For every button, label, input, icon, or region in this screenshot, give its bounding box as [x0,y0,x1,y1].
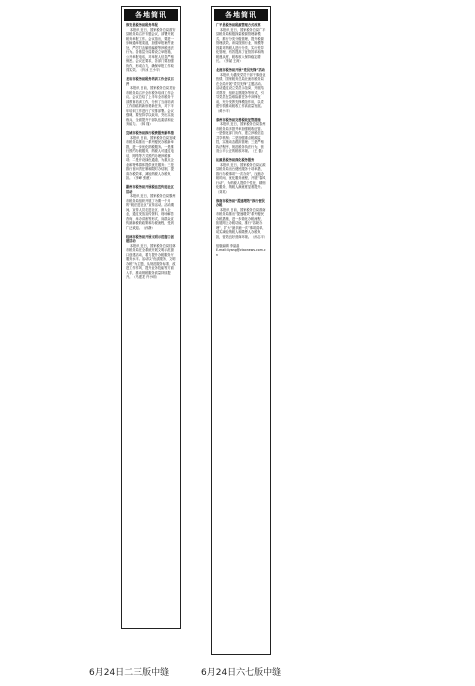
column-header: 各地简讯 [124,9,178,21]
news-title: 北流市税务局开展“党员先锋”活动 [216,68,265,72]
caption-right: 6月24日六七版中缝 [201,668,282,678]
news-item [126,185,176,230]
news-title: 淮南市税务局“提速增效”推行便民办税 [216,198,265,207]
caption-left: 6月24日二三版中缝 [89,668,170,678]
news-column-right [211,6,271,655]
news-title: 桂林市税务局开展文明示范窗口创建活动 [126,234,174,243]
news-item [216,199,266,240]
news-body: 本报讯 近日，国家税务总局霸州市税务局组织开展了为期一个月的“税法进社区”宣传活动。活动期间，宣传人员走进社区、深入企业，通过发放宣传资料、现场解答咨询、举办讲座等形式，向群众宣传最新税收政策和办税流程，受到广泛欢迎。（孙静） [126,194,176,230]
news-body: 本报讯 近日，国家税务总局淮安县税务局召开专题会议，部署开展税务举报工作。会议指出，要进一步畅通举报渠道，加强举报案件查处，严厉打击偷逃骗税等涉税违法行为。各基层分局要设立举报箱，公开举报电话，对举报人信息严格保密。会议还要求，各部门要加强协作，形成合力，确保举报工作取得实效。（肖冰 王小平） [126,27,176,72]
news-title: 广平县税务局税源管理方式改革 [216,23,261,27]
news-title: 沁源县税务局深化税务服务 [216,158,255,162]
news-column-left [121,6,181,629]
news-title: 霸州市税务局开展税法宣传进社区活动 [126,185,174,194]
column-text [212,21,270,257]
news-item [126,77,176,127]
news-body: 本报讯 为激发党员干部干事创业热情，国家税务总局北流市税务局在全局开展“党员先锋”主题活动。活动通过设立党员示范岗、开展结对帮扶、组织志愿服务等形式，引导党员在急难险重任务中冲锋在前，充分发挥先锋模范作用，以党建引领推动税收工作高质量发展。（黄小平） [216,72,266,113]
column-header: 各地简讯 [214,9,268,21]
news-title: 宜城市税务局推行税费服务新举措 [126,131,174,135]
editor-credit: 组版编辑 李晶晶 [216,243,240,248]
news-body: 本报讯 近日，国家税务总局沁源县税务局出台便民服务十项举措，推行办税事项“一次办好”，压缩办税时间，优化服务流程，开展“春风行动”，为纳税人提供个性化、精细化服务，纳税人满意度显著提升。（刘英） [216,162,266,194]
news-item [126,235,176,280]
column-text [122,21,180,280]
news-body: 本报讯 近日，国家税务总局泰州市税务局多措并举加强税收征管。一是强化部门协作，建立涉税信息共享机制；二是加强重点税源监控，实施动态跟踪管理；三是严格执法程序，规范税务执法行为，营造公平公正的税收环境。（王 磊） [216,122,266,153]
news-item [126,23,176,73]
news-item [216,68,266,113]
news-body: 本报讯 日前，国家税务总局淮南市税务局推出“提速增效”系列便民办税措施，进一步简化办税流程，拓展网上办税功能，推行“容缺办理”，扩大“最多跑一次”事项清单，切实减轻纳税人和缴费人办税负担，营造良好营商环境。（孙志平） [216,207,267,239]
news-item [216,23,266,64]
news-item [216,158,266,194]
editor-email: E-mail:liyang@ctaxnews.com.cn [216,248,266,257]
news-body: 本报讯 近日，国家税务总局桂林市税务局在全系统开展文明示范窗口创建活动，着力提升办税服务厅服务水平。活动以“优质服务、文明办税”为主题，从规范服务标准、改进工作作风、提升业务技能等方面入手，推动纳税服务质量持续提升。（马建龙 许小明） [126,243,176,279]
news-item [216,118,266,154]
news-title: 淮安县税务局税务举报 [126,23,158,27]
news-body: 本报讯 日前，国家税务总局宜城市税务局推出一系列便民办税新举措，进一步优化纳税服务。一是推行预约办税服务，纳税人可通过电话、网络等方式预约办理涉税事项；二是开设绿色通道，为重点企业和特殊群体提供优先服务；三是推行首问责任制和限时办结制，提高办税效率，减轻纳税人办税负担。（李峰 张薇） [126,135,176,180]
news-title: 泰州市税务局完善税收征管措施 [216,117,261,122]
column-footer [216,244,266,258]
news-title: 龙岩市税务局税务培训工作会议召开 [126,77,174,86]
news-body: 本报讯 近日，国家税务总局广平县税务局积极探索税源管理新模式，推行分类分级管理，提升税源管理质效。该局按照行业、规模等因素对纳税人进行分类，实行差异化管理，有效提高了征管效率和纳税遵从度，税收收入保持稳定增长。（李斌 王涛） [216,27,266,63]
news-body: 本报讯 日前，国家税务总局龙岩市税务局召开全市税务培训工作会议。会议总结了上半年全市税务干部教育培训工作，分析了当前培训工作面临的新形势新任务，对下半年培训工作进行了安排部署。会议强调，要坚持学以致用，突出实战练兵，全面提升干部队伍素质和业务能力。（林 翔） [126,86,176,126]
news-item [126,131,176,181]
